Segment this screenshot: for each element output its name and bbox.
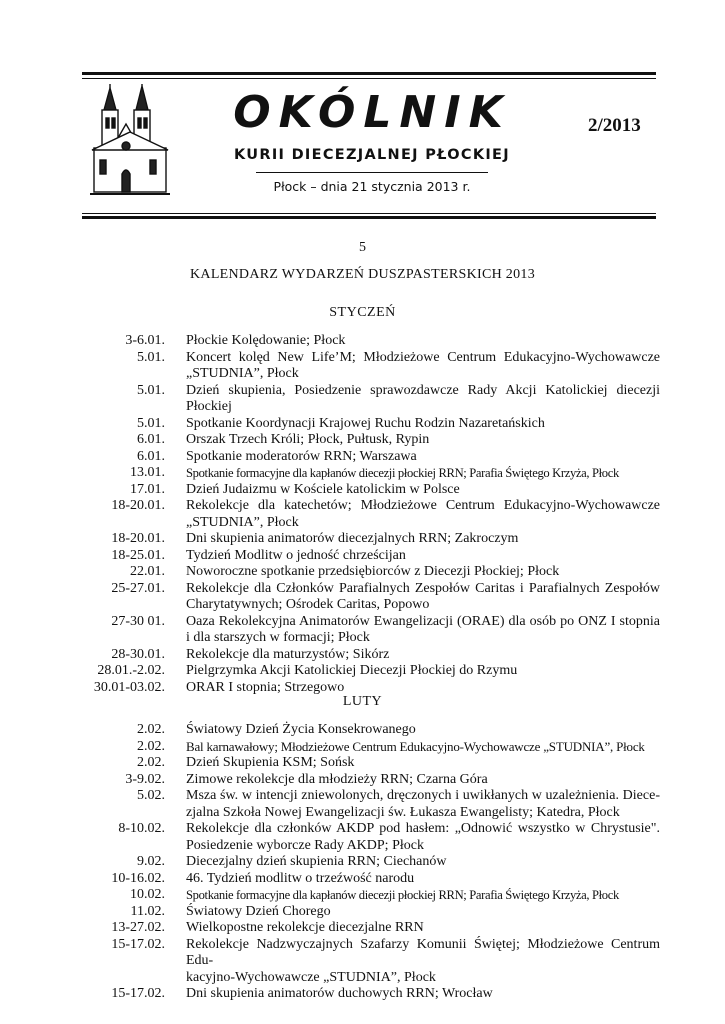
- event-description-line: 46. Tydzień modlitw o trzeźwość narodu: [186, 870, 415, 886]
- event-description: [186, 333, 660, 350]
- event-description-line: Dzień Skupienia KSM; Sońsk: [186, 755, 355, 770]
- event-row: [70, 564, 660, 581]
- event-date: 3-9.02.: [125, 771, 165, 787]
- event-row: [70, 647, 660, 664]
- event-date: 22.01.: [130, 564, 165, 579]
- event-row: [70, 722, 660, 739]
- event-description-line: Rekolekcje Nadzwyczajnych Szafarzy Komunii Świętej; Młodzieżowe Centrum Edu-: [186, 936, 660, 968]
- event-description-line: Orszak Trzech Króli; Płock, Pułtusk, Rypin: [186, 432, 430, 447]
- event-description-line: Rekolekcje dla członków AKDP pod hasłem: „Odnowić wszystko w Chrystusie".: [186, 821, 660, 836]
- event-row: [70, 498, 660, 531]
- event-description: [186, 548, 660, 565]
- event-description-line: Światowy Dzień Chorego: [186, 903, 331, 919]
- event-row: [70, 755, 660, 772]
- event-description-line: Światowy Dzień Życia Konsekrowanego: [186, 722, 416, 737]
- event-description: [186, 739, 660, 756]
- event-description: [186, 821, 660, 854]
- event-description-line: Dni skupienia animatorów duchowych RRN; Wrocław: [186, 986, 493, 1001]
- event-description-line: zjalna Szkoła Nowej Ewangelizacji św. Łukasza Ewangelisty; Katedra, Płock: [186, 804, 620, 820]
- event-date: 18-20.01.: [111, 498, 165, 513]
- event-description: [186, 871, 660, 888]
- event-row: [70, 788, 660, 821]
- event-row: [70, 663, 660, 680]
- header-top-rule-thick: [82, 72, 656, 75]
- event-description-line: Zimowe rekolekcje dla młodzieży RRN; Czarna Góra: [186, 771, 488, 787]
- dateline: Płock – dnia 21 stycznia 2013 r.: [273, 179, 471, 194]
- event-date: 10-16.02.: [111, 870, 165, 886]
- event-description: [186, 722, 660, 739]
- event-row: [70, 821, 660, 854]
- event-date: 11.02.: [130, 903, 165, 919]
- event-row: [70, 854, 660, 871]
- event-description: [186, 937, 660, 987]
- event-description: [186, 449, 660, 466]
- event-description: [186, 581, 660, 614]
- event-date: 10.02.: [130, 887, 165, 902]
- event-description-line: „STUDNIA”, Płock: [186, 514, 299, 530]
- event-date: 15-17.02.: [111, 936, 165, 952]
- event-description: [186, 614, 660, 647]
- event-row: [70, 449, 660, 466]
- event-date: 2.02.: [137, 722, 165, 737]
- event-description-line: Spotkanie moderatorów RRN; Warszawa: [186, 448, 417, 464]
- event-description: [186, 904, 660, 921]
- event-date: 28-30.01.: [111, 646, 165, 662]
- masthead: [222, 84, 522, 195]
- event-description-line: Rekolekcje dla Członków Parafialnych Zespołów Caritas i Parafialnych Zespołów: [186, 580, 660, 596]
- event-row: [70, 482, 660, 499]
- event-description: [186, 350, 660, 383]
- event-row: [70, 416, 660, 433]
- event-description-line: Spotkanie Koordynacji Krajowej Ruchu Rodzin Nazaretańskich: [186, 415, 545, 431]
- event-description: [186, 564, 660, 581]
- issue-number: 2/2013: [588, 115, 641, 136]
- event-description-line: i dla starszych w formacji; Płock: [186, 630, 370, 645]
- event-description-line: ORAR I stopnia; Strzegowo: [186, 679, 345, 695]
- event-description-line: Diecezjalny dzień skupienia RRN; Ciechanów: [186, 854, 447, 869]
- event-description: [186, 920, 660, 937]
- event-row: [70, 937, 660, 987]
- event-date: 30.01-03.02.: [93, 679, 165, 695]
- event-date: 5.01.: [137, 382, 165, 398]
- event-date: 3-6.01.: [125, 333, 165, 348]
- event-description-line: Koncert kolęd New Life’M; Młodzieżowe Centrum Edukacyjno-Wychowawcze: [186, 349, 660, 365]
- event-row: [70, 772, 660, 789]
- event-description-line: Dzień Judaizmu w Kościele katolickim w Polsce: [186, 481, 460, 497]
- event-list-january: [70, 333, 660, 696]
- event-description: [186, 465, 660, 482]
- event-row: [70, 887, 660, 904]
- masthead-divider: [256, 172, 488, 173]
- document-number: 5: [359, 240, 366, 255]
- event-row: [70, 581, 660, 614]
- event-description: [186, 383, 660, 416]
- event-row: [70, 986, 660, 1003]
- event-date: 17.01.: [130, 481, 165, 497]
- event-description: [186, 498, 660, 531]
- event-row: [70, 465, 660, 482]
- event-date: 25-27.01.: [111, 580, 165, 596]
- header-bottom-rule-thick: [82, 216, 656, 219]
- month-heading-january: STYCZEŃ: [329, 305, 396, 320]
- cathedral-icon: [90, 84, 170, 196]
- event-description: [186, 663, 660, 680]
- event-description: [186, 755, 660, 772]
- event-date: 13-27.02.: [111, 920, 165, 935]
- event-description-line: Msza św. w intencji zniewolonych, dręczonych i uwikłanych w uzależnienia. Diece-: [186, 788, 660, 803]
- event-date: 2.02.: [137, 755, 165, 770]
- event-row: [70, 614, 660, 647]
- header-bottom-rule-thin: [82, 213, 656, 214]
- event-description-line: Tydzień Modlitw o jedność chrześcijan: [186, 547, 406, 563]
- event-description: [186, 432, 660, 449]
- event-row: [70, 350, 660, 383]
- event-description: [186, 482, 660, 499]
- event-description: [186, 788, 660, 821]
- document-title: KALENDARZ WYDARZEŃ DUSZPASTERSKICH 2013: [190, 267, 535, 282]
- event-description-line: Charytatywnych; Ośrodek Caritas, Popowo: [186, 597, 430, 612]
- event-row: [70, 531, 660, 548]
- event-date: 18-20.01.: [111, 531, 165, 546]
- event-description-line: Dni skupienia animatorów diecezjalnych RRN; Zakroczym: [186, 531, 519, 546]
- event-date: 8-10.02.: [118, 821, 165, 836]
- event-date: 15-17.02.: [111, 986, 165, 1001]
- event-description-line: Płockie Kolędowanie; Płock: [186, 333, 346, 348]
- event-date: 18-25.01.: [111, 547, 165, 563]
- event-date: 2.02.: [137, 738, 165, 754]
- event-description-line: Posiedzenie wyborcze Rady AKDP; Płock: [186, 837, 424, 853]
- event-description-line: Dzień skupienia, Posiedzenie sprawozdawcze Rady Akcji Katolickiej diecezji Płockiej: [186, 382, 660, 414]
- event-description: [186, 854, 660, 871]
- event-description: [186, 986, 660, 1003]
- event-description-line: „STUDNIA”, Płock: [186, 366, 299, 381]
- event-description: [186, 647, 660, 664]
- event-description-line: Spotkanie formacyjne dla kapłanów diecezji płockiej RRN; Parafia Świętego Krzyża, Płock: [186, 888, 619, 902]
- publication-title: OKÓLNIK: [233, 87, 511, 138]
- event-row: [70, 333, 660, 350]
- event-row: [70, 739, 660, 756]
- event-description: [186, 772, 660, 789]
- event-list-february: [70, 722, 660, 1003]
- event-row: [70, 904, 660, 921]
- event-description: [186, 416, 660, 433]
- event-description-line: Pielgrzymka Akcji Katolickiej Diecezji Płockiej do Rzymu: [186, 663, 518, 678]
- event-description-line: Wielkopostne rekolekcje diecezjalne RRN: [186, 920, 424, 935]
- event-date: 27-30 01.: [111, 613, 165, 629]
- event-description-line: Noworoczne spotkanie przedsiębiorców z Diecezji Płockiej; Płock: [186, 564, 560, 579]
- event-description-line: Rekolekcje dla maturzystów; Sikórz: [186, 646, 390, 662]
- publication-subtitle: KURII DIECEZJALNEJ PŁOCKIEJ: [234, 147, 510, 163]
- event-description-line: Bal karnawałowy; Młodzieżowe Centrum Edukacyjno-Wychowawcze „STUDNIA”, Płock: [186, 738, 645, 754]
- event-row: [70, 920, 660, 937]
- event-date: 28.01.-2.02.: [97, 663, 165, 678]
- event-date: 6.01.: [137, 432, 165, 447]
- event-date: 6.01.: [137, 448, 165, 464]
- event-description-line: Spotkanie formacyjne dla kapłanów diecezji płockiej RRN; Parafia Świętego Krzyża, Płock: [186, 466, 619, 480]
- event-date: 5.02.: [137, 788, 165, 803]
- event-row: [70, 432, 660, 449]
- event-row: [70, 871, 660, 888]
- event-description: [186, 887, 660, 904]
- header-top-rule-thin: [82, 78, 656, 79]
- event-description-line: Rekolekcje dla katechetów; Młodzieżowe Centrum Edukacyjno-Wychowawcze: [186, 498, 660, 513]
- event-date: 5.01.: [137, 415, 165, 431]
- event-date: 13.01.: [130, 465, 165, 480]
- event-date: 5.01.: [137, 349, 165, 365]
- event-description-line: kacyjno-Wychowawcze „STUDNIA”, Płock: [186, 969, 436, 985]
- event-description-line: Oaza Rekolekcyjna Animatorów Ewangelizacji (ORAE) dla osób po ONZ I stopnia: [186, 613, 660, 629]
- event-row: [70, 383, 660, 416]
- month-heading-february: LUTY: [342, 694, 383, 709]
- event-row: [70, 548, 660, 565]
- event-description: [186, 531, 660, 548]
- event-date: 9.02.: [137, 854, 165, 869]
